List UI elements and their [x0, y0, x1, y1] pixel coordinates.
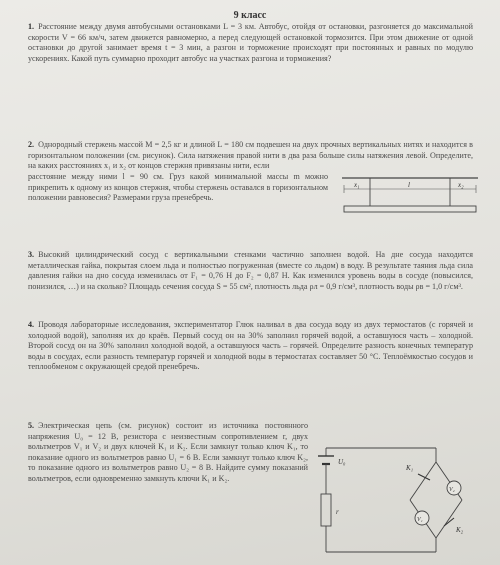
problem-2-continued	[28, 172, 328, 204]
circuit-figure	[312, 440, 477, 563]
rod-figure	[340, 176, 480, 227]
problem-text: Расстояние между двумя автобусными остановками L = 3 км. Автобус, отойдя от остановки, разгоняется до максимальной скорости V = 66 км/ч, затем движется равномерно, а перед следующей остановкой тормозится. При этом движение от одной остановки до другой занимает время t = 3 мин, а разгон и торможение происходят при постоянных и равных по модулю ускорениях. Какой путь суммарно проходит автобус на участках разгона и торможения?	[28, 22, 473, 63]
label-l: l	[408, 181, 410, 189]
problem-number: 3.	[28, 250, 35, 259]
problem-text: Однородный стержень массой M = 2,5 кг и длиной L = 180 см подвешен на двух прочных вертикальных нитях и находится в горизонтальном положении (см. рисунок). Сила натяжения правой нити в два раза больше силы натяжения левой. Определите, на каких расстояниях x₁ и x₂ от концов стержня привязаны нити, если	[28, 140, 473, 171]
label-u0: U₀	[338, 458, 346, 466]
label-x1: x₁	[354, 181, 360, 189]
label-k2: K₂	[456, 526, 464, 534]
problem-number: 4.	[28, 320, 35, 329]
label-r: r	[336, 508, 339, 516]
problem-number: 2.	[28, 140, 35, 149]
problem-2	[28, 140, 473, 172]
problem-1	[28, 22, 473, 64]
problem-text: Проводя лабораторные исследования, экспериментатор Глюк наливал в два сосуда воду из двух термостатов (с горячей и холодной водой), заполняя их до краёв. Первый сосуд он на 30% заполнил горячей водой, а оставшуюся часть – холодной. Второй сосуд он на 30% заполнил холодной водой, а оставшуюся часть – горячей. Определите разность конечных температур воды в сосудах, если разность температур горячей и холодной воды в термостатах составляет 50 °С. Теплоёмкостью сосудов и теплообменом с окружающей средой пренебречь.	[28, 320, 473, 372]
problem-4	[28, 320, 473, 373]
label-v2: V₂	[449, 487, 455, 493]
problem-number: 1.	[28, 22, 35, 31]
rod	[344, 206, 476, 212]
label-x2: x₂	[458, 181, 464, 189]
problem-3	[28, 250, 473, 292]
resistor	[321, 494, 331, 526]
problem-text: расстояние между ними l = 90 см. Груз какой минимальной массы m можно прикрепить к одному из концов стержня, чтобы стержень оставался в горизонтальном положении равновесия? Размерами груза пренебречь.	[28, 172, 328, 203]
grade-header: 9 класс	[233, 10, 267, 21]
problem-number: 5.	[28, 421, 35, 430]
label-v1: V₁	[417, 517, 423, 523]
problem-text: Электрическая цепь (см. рисунок) состоит из источника постоянного напряжения U₀ = 12 В, резистора с неизвестным сопротивлением r, двух вольтметров V₁ и V₂ и двух ключей K₁ и K₂. Если замкнут только ключ K₁, то показание одного из вольтметров равно U₁ = 6 В. Если замкнут только ключ K₂, то показание одного из вольтметров равно U₂ = 8 В. Найдите сумму показаний вольтметров, если одновременно замкнуть ключи K₁ и K₂.	[28, 421, 308, 483]
problem-text: Высокий цилиндрический сосуд с вертикальными стенками частично заполнен водой. На дне сосуда находится металлическая гайка, покрытая слоем льда и полностью погруженная (вместе со льдом) в воду. В результате таяния льда сила давления гайки на дно сосуда изменилась от F₁ = 0,76 Н до F₂ = 0,87 Н. Как изменился уровень воды в сосуде (повысился, понизился, …) и на сколько? Площадь сечения сосуда S = 55 см², плотность льда ρл = 0,9 г/см³, плотность воды ρв = 1,0 г/см³.	[28, 250, 473, 291]
problem-5	[28, 421, 308, 485]
label-k1: K₁	[406, 464, 414, 472]
